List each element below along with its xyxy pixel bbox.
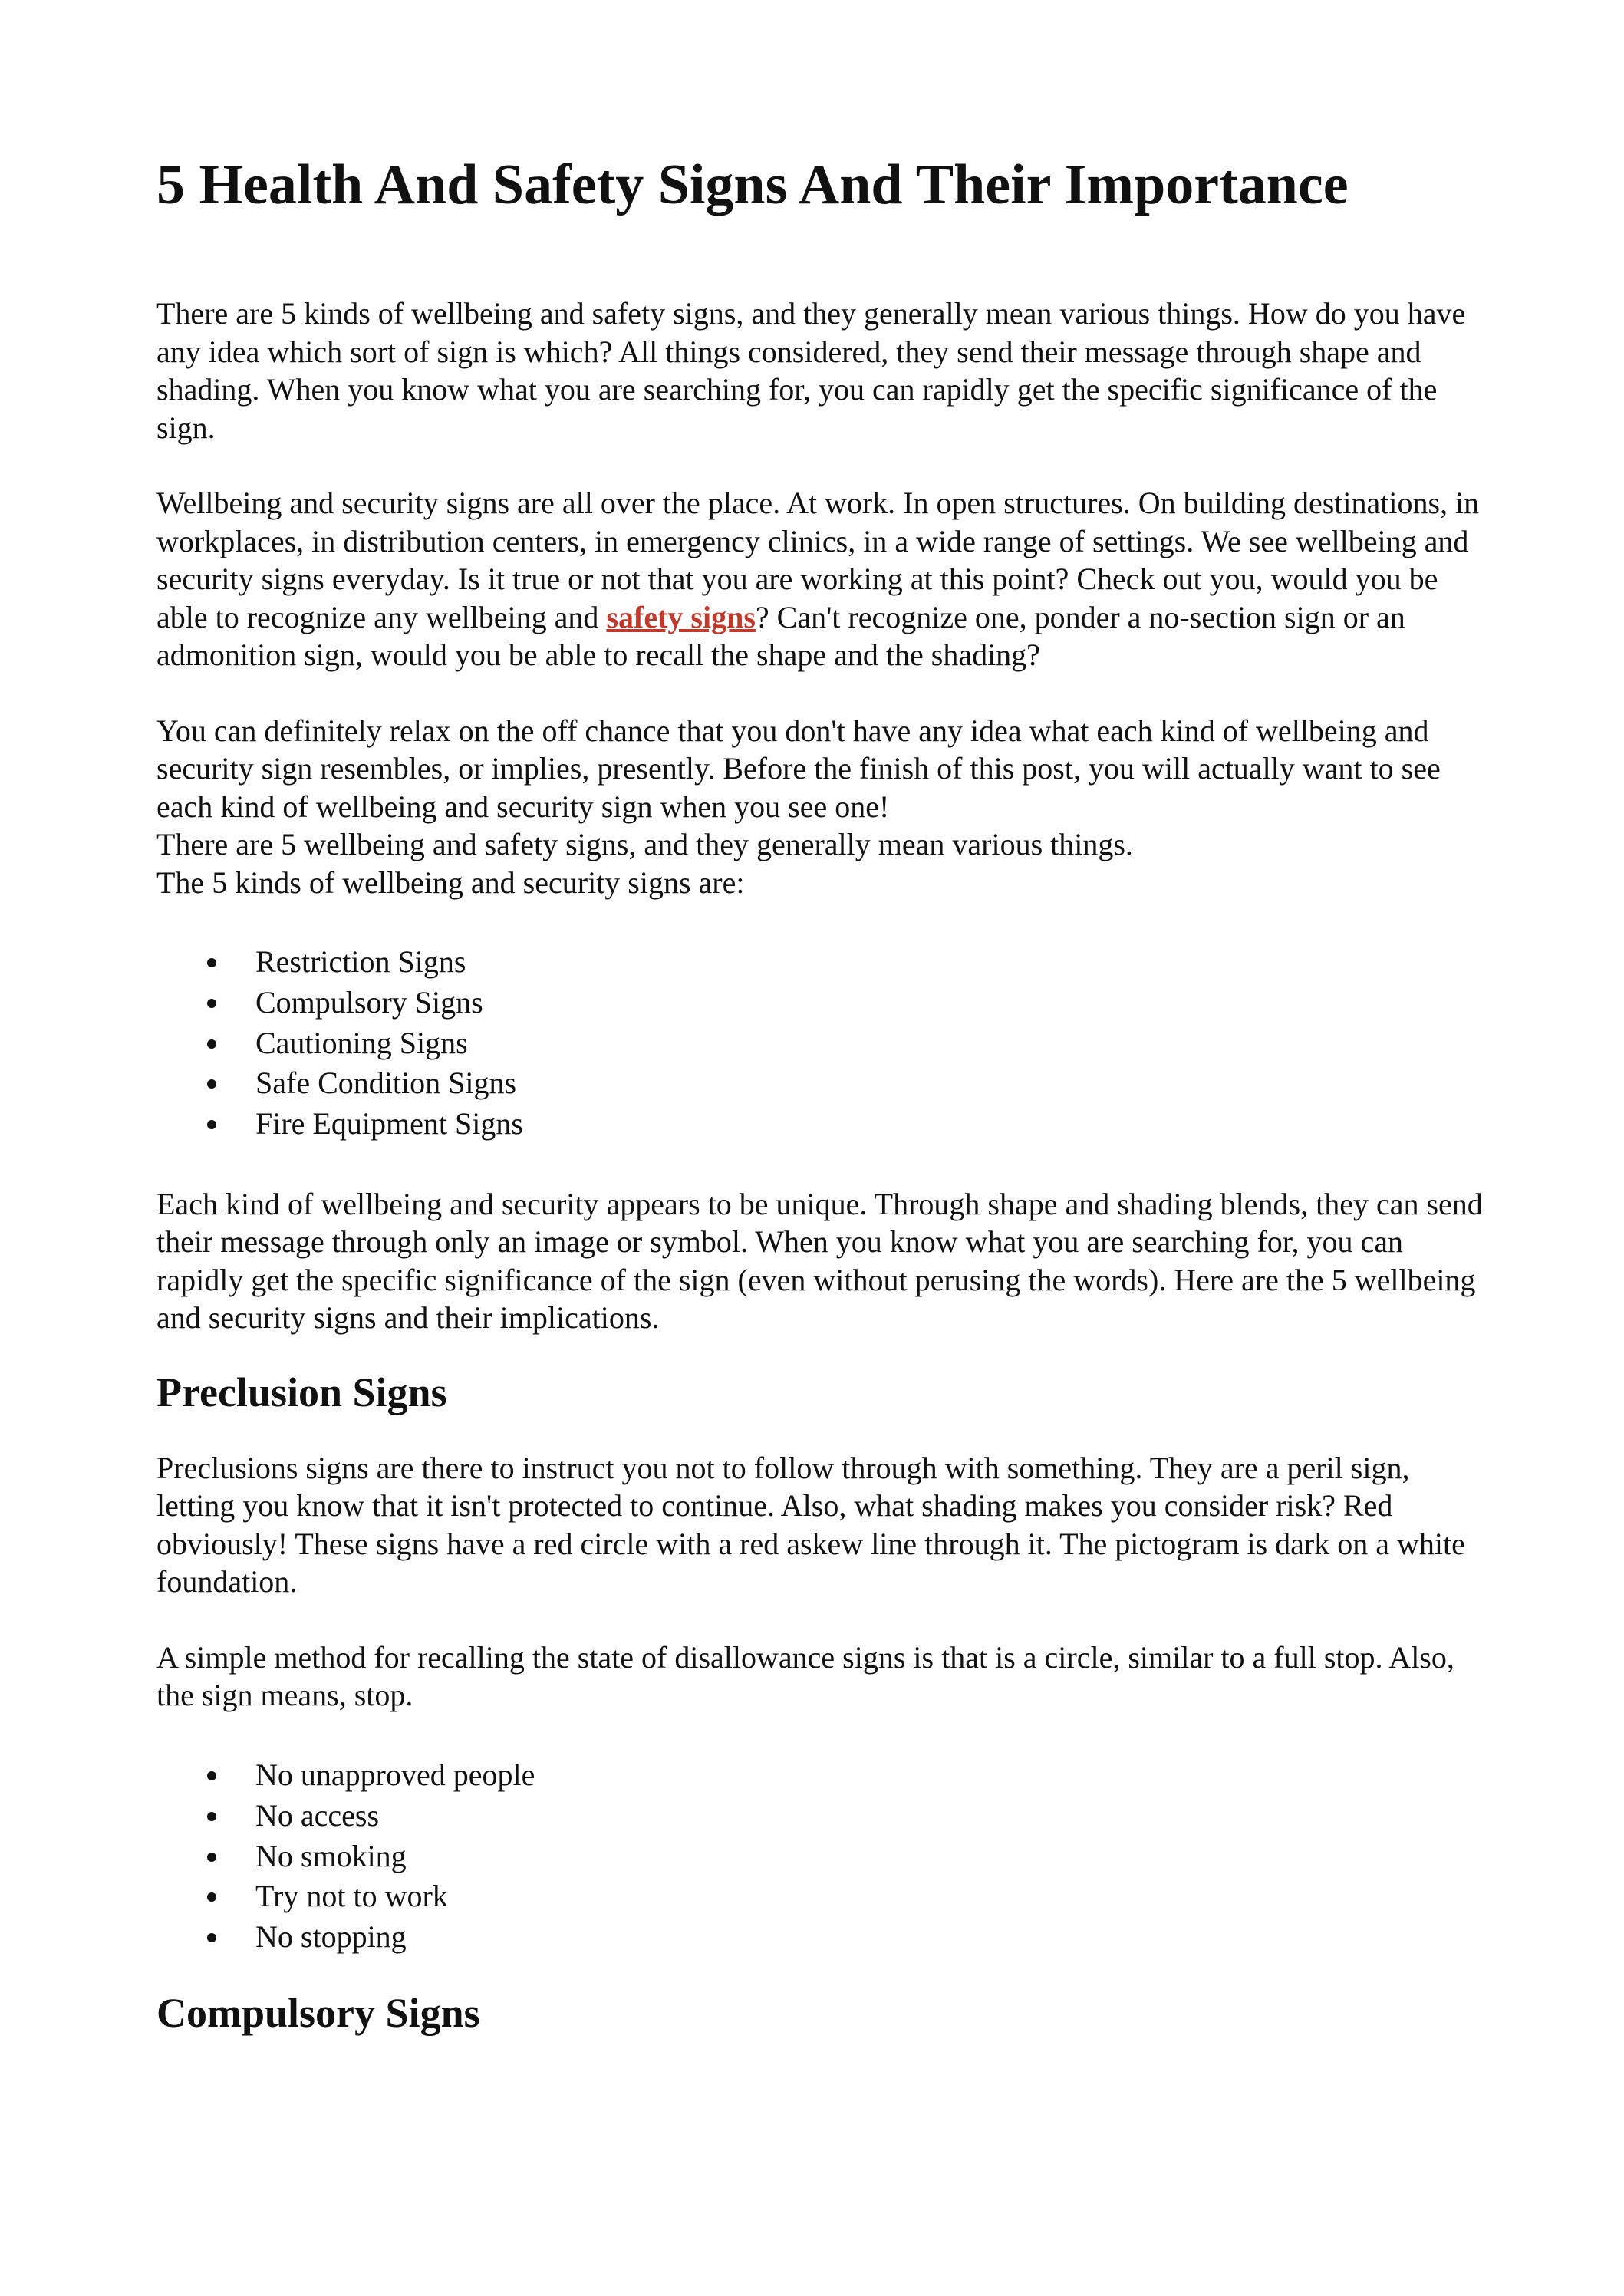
list-item-label: Fire Equipment Signs — [255, 1106, 523, 1141]
intro-paragraph-1: There are 5 kinds of wellbeing and safety signs, and they generally mean various things. How do you have any idea which sort of sign is which? All things considered, they send their message through shape and shading. When you know what you are searching for, you can rapidly get the specific significance of the sign. — [156, 296, 1466, 445]
list-item-label: No unapproved people — [255, 1757, 535, 1792]
safety-signs-link[interactable]: safety signs — [606, 599, 756, 634]
bullet-icon — [207, 999, 216, 1008]
bullet-icon — [207, 958, 216, 967]
list-item-label: No smoking — [255, 1838, 407, 1873]
list-item — [156, 1876, 1491, 1917]
page-title: 5 Health And Safety Signs And Their Importance — [156, 153, 1349, 216]
bullet-icon — [207, 1812, 216, 1821]
bullet-icon — [207, 1771, 216, 1780]
list-item — [156, 1023, 1491, 1064]
bullet-icon — [207, 1039, 216, 1049]
list-item-label: No access — [255, 1797, 380, 1833]
bullet-icon — [207, 1933, 216, 1942]
list-item-label: No stopping — [255, 1919, 407, 1955]
list-item — [156, 1836, 1491, 1877]
list-item-label: Cautioning Signs — [255, 1025, 468, 1060]
preclusion-signs-list — [156, 1755, 1491, 1958]
intro-paragraph-2 — [156, 484, 1491, 674]
preclusion-paragraph-2: A simple method for recalling the state of disallowance signs is that is a circle, similar to a full stop. Also, the sign means, stop. — [156, 1639, 1454, 1713]
document-page — [156, 150, 1491, 2070]
bullet-icon — [207, 1120, 216, 1129]
intro-paragraph-3-line-1: You can definitely relax on the off chance that you don't have any idea what each kind of wellbeing and security sign resembles, or implies, presently. Before the finish of this post, you will actually want to see each kind of wellbeing and security sign when you see one! — [156, 713, 1441, 824]
sign-types-description: Each kind of wellbeing and security appears to be unique. Through shape and shading blends, they can send their message through only an image or symbol. When you know what you are searching for, you can rapidly get the specific significance of the sign (even without perusing the words). Here are the 5 wellbeing and security signs and their implications. — [156, 1186, 1483, 1336]
bullet-icon — [207, 1892, 216, 1902]
list-item-label: Try not to work — [255, 1879, 448, 1914]
bullet-icon — [207, 1079, 216, 1089]
list-item — [156, 942, 1491, 983]
list-item — [156, 1796, 1491, 1836]
list-item-label: Compulsory Signs — [255, 984, 483, 1020]
sign-types-list — [156, 942, 1491, 1145]
section-heading-compulsory: Compulsory Signs — [156, 1989, 480, 2036]
intro-paragraph-3 — [156, 712, 1491, 902]
preclusion-paragraph-1: Preclusions signs are there to instruct you not to follow through with something. They are a peril sign, letting you know that it isn't protected to continue. Also, what shading makes you consider risk? Red obviously! These signs have a red circle with a red askew line through it. The pictogram is dark on a white foundation. — [156, 1450, 1465, 1599]
list-item — [156, 1063, 1491, 1104]
section-heading-preclusion: Preclusion Signs — [156, 1369, 447, 1415]
list-item-label: Restriction Signs — [255, 944, 466, 979]
intro-paragraph-2-text-end: ? Can't recognize one, ponder a no-section sign or an admonition sign, would you be able to recall the shape and the shading? — [156, 599, 1405, 672]
list-item — [156, 1755, 1491, 1796]
intro-paragraph-2-text-start: Wellbeing and security signs are all over the place. At work. In open structures. On building destinations, in workplaces, in distribution centers, in emergency clinics, in a wide range of settings. We see wellbeing and security signs everyday. Is it true or not that you are working at this point? Check out you, would you be able to recognize any wellbeing and — [156, 486, 1480, 634]
list-item — [156, 1917, 1491, 1958]
list-item — [156, 1104, 1491, 1145]
bullet-icon — [207, 1853, 216, 1862]
list-item-label: Safe Condition Signs — [255, 1066, 517, 1101]
intro-paragraph-3-line-2: There are 5 wellbeing and safety signs, and they generally mean various things. — [156, 827, 1133, 861]
intro-paragraph-3-line-3: The 5 kinds of wellbeing and security signs are: — [156, 865, 745, 900]
list-item — [156, 983, 1491, 1023]
